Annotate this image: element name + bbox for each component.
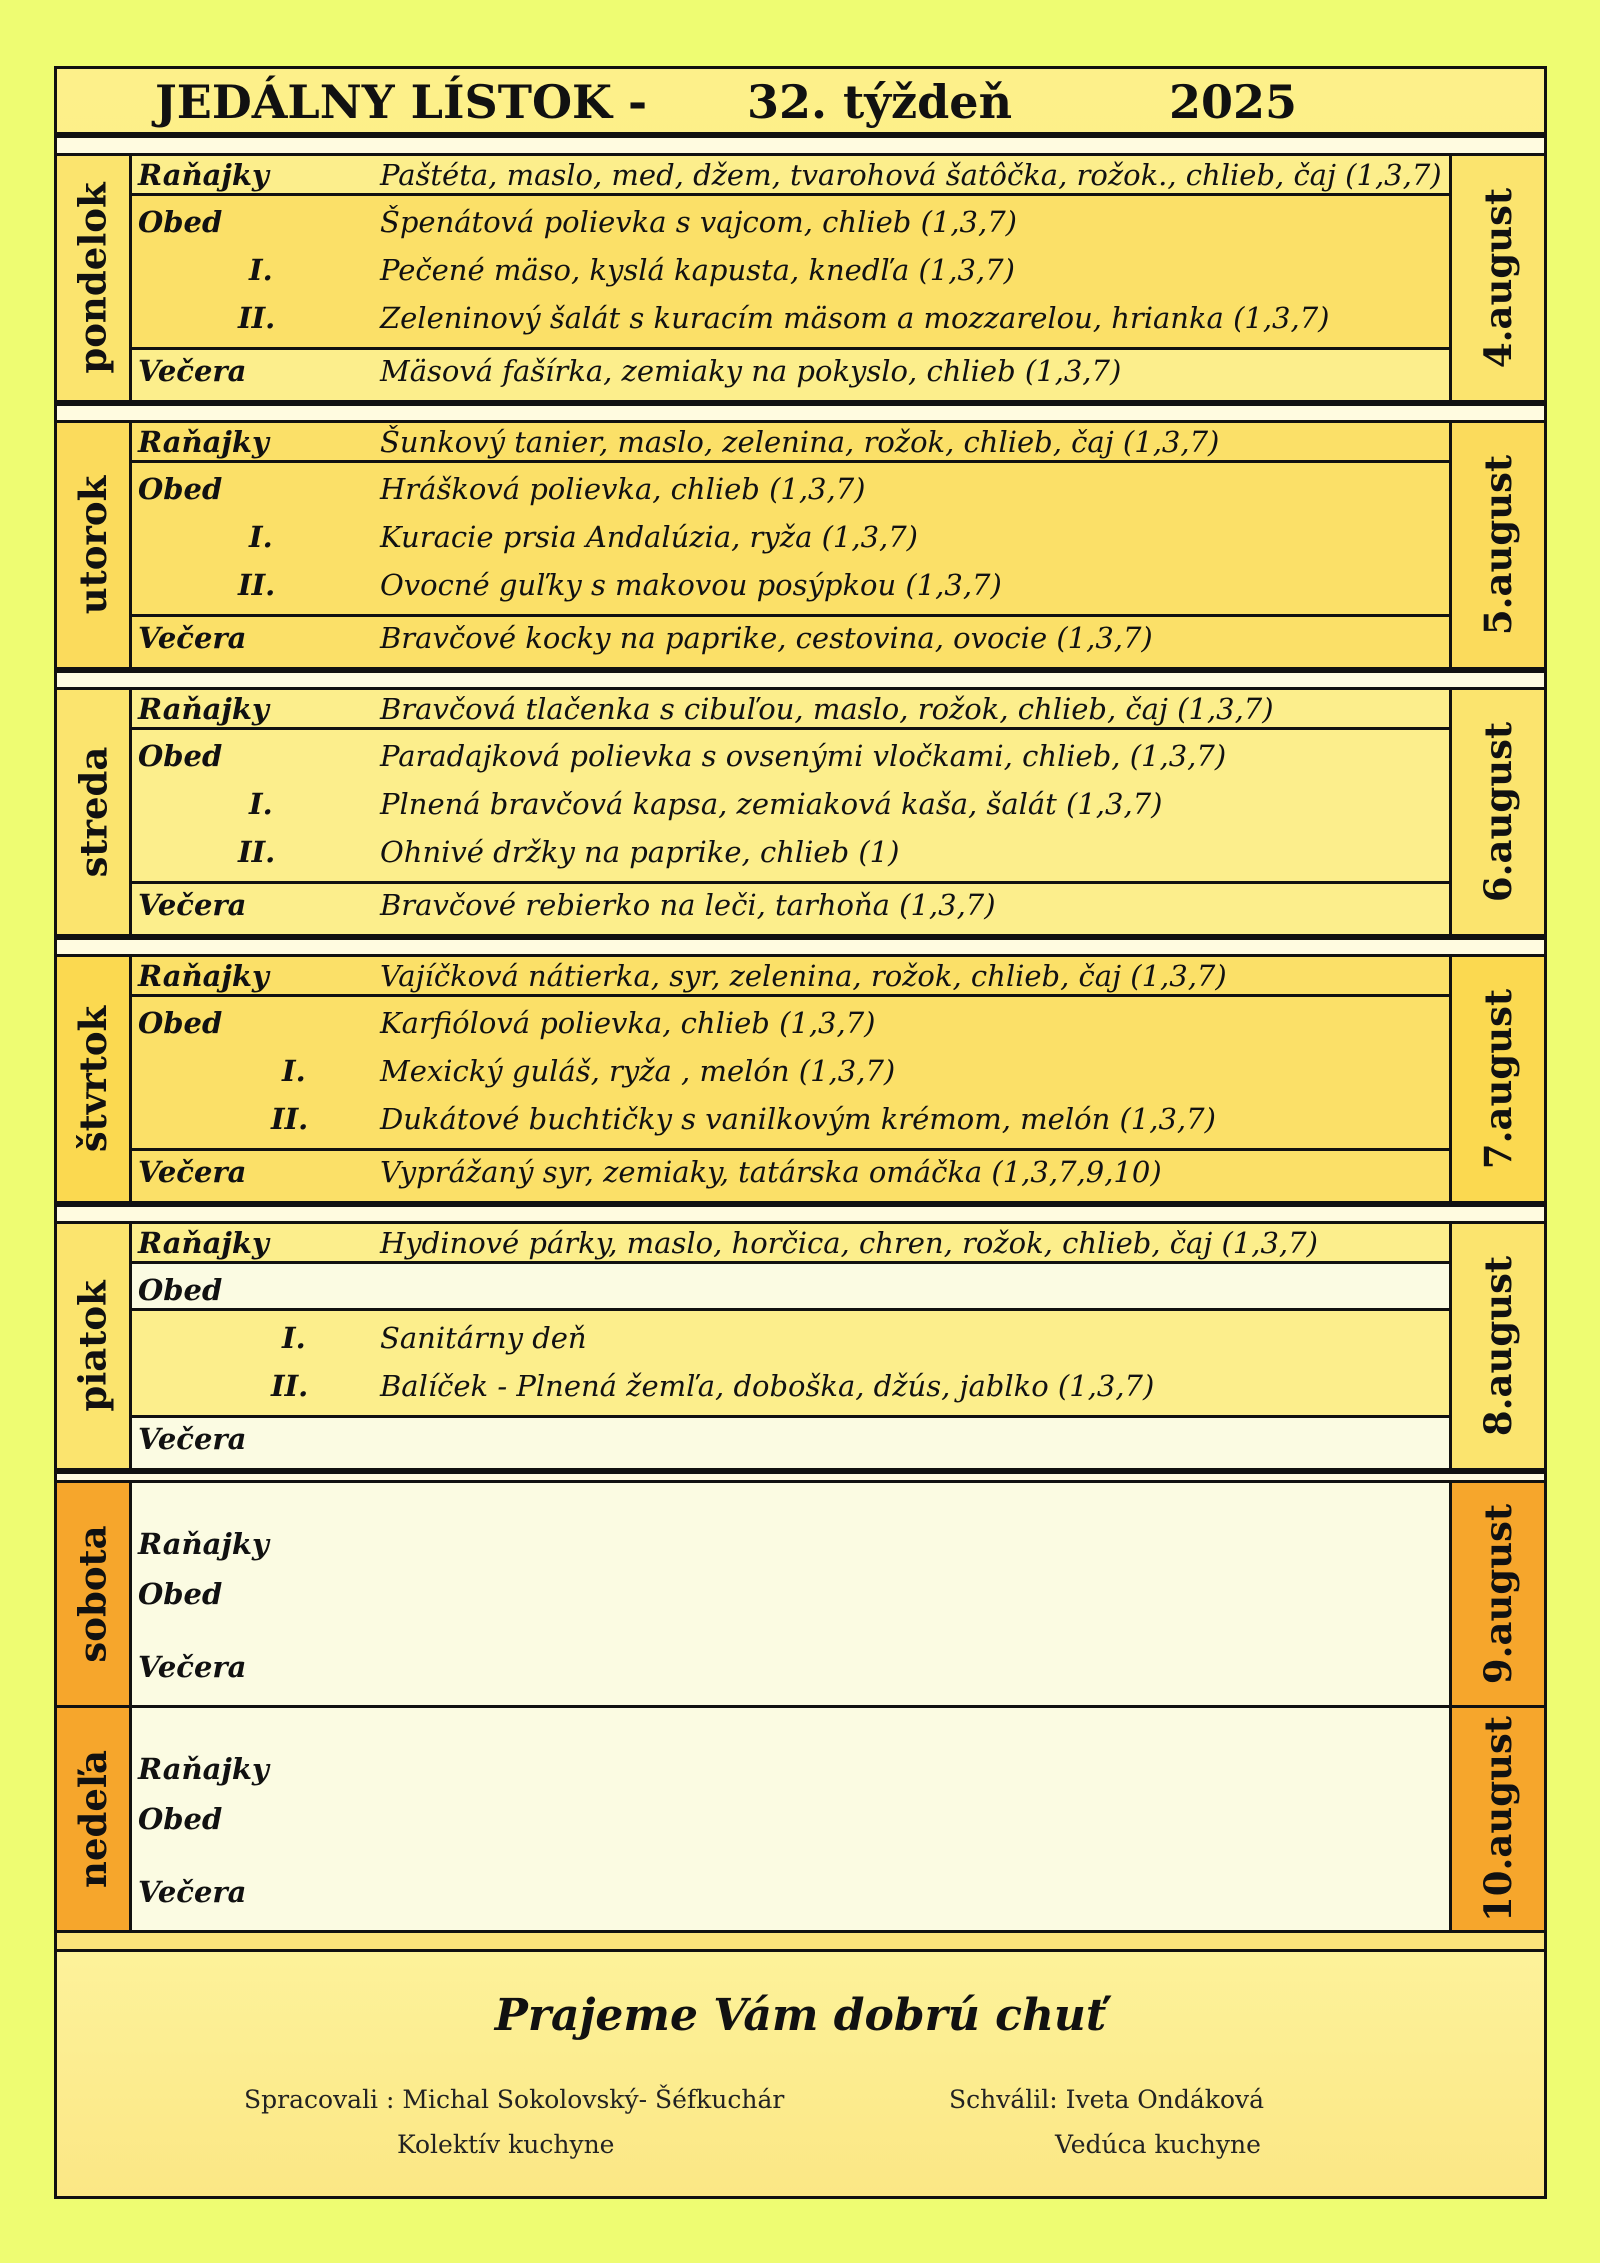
year: 2025 <box>1169 75 1298 129</box>
day-block-sunday: nedeľa Raňajky Obed Večera 10.august <box>57 1705 1544 1933</box>
date-tab: 4.august <box>1449 156 1544 400</box>
date-tab: 10.august <box>1449 1708 1544 1930</box>
menu-header <box>57 69 1544 135</box>
prepared-by: Spracovali : Michal Sokolovský- Šéfkuchár <box>244 2085 785 2114</box>
day-name-tab: sobota <box>57 1483 132 1705</box>
date-tab: 8.august <box>1449 1224 1544 1468</box>
day-block-wednesday: streda Raňajky Bravčová tlačenka s cibuľou, maslo, rožok, chlieb, čaj (1,3,7) Obed Paradajková polievka s ovsenými vločkami, chlieb, (1,3,7) I. Plnená bravčová kapsa, zemiaková kaša, šalát (1,3,7) II. Ohnivé držky na paprike, chlieb (1) Večera Bravčové rebierko na leči, tarhoňa (1,3,7) 6.august <box>57 687 1544 937</box>
week-number: 32. týždeň <box>747 75 1013 129</box>
date-tab: 7.august <box>1449 957 1544 1201</box>
greeting: Prajeme Vám dobrú chuť <box>494 1990 1107 2041</box>
day-block-thursday: štvrtok Raňajky Vajíčková nátierka, syr, zelenina, rožok, chlieb, čaj (1,3,7) Obed Karfiólová polievka, chlieb (1,3,7) I. Mexický guláš, ryža , melón (1,3,7) II. Dukátové buchtičky s vanilkovým krémom, melón (1,3,7) Večera Vyprážaný syr, zemiaky, tatárska omáčka (1,3,7,9,10) 7.august <box>57 954 1544 1204</box>
menu-sheet <box>54 66 1547 2199</box>
day-name-tab: streda <box>57 690 132 934</box>
prepared-team: Kolektív kuchyne <box>397 2130 615 2159</box>
day-block-monday: pondelok Raňajky Paštéta, maslo, med, džem, tvarohová šatôčka, rožok., chlieb, čaj (1,3,7) Obed Špenátová polievka s vajcom, chlieb (1,3,7) I. Pečené mäso, kyslá kapusta, knedľa (1,3,7) II. Zeleninový šalát s kuracím mäsom a mozzarelou, hrianka (1,3,7) Večera Mäsová fašírka, zemiaky na pokyslo, chlieb (1,3,7) 4.august <box>57 153 1544 403</box>
approved-role: Vedúca kuchyne <box>1055 2130 1261 2159</box>
approved-by: Schválil: Iveta Ondáková <box>949 2085 1265 2114</box>
day-block-saturday: sobota Raňajky Obed Večera 9.august <box>57 1480 1544 1708</box>
date-tab: 6.august <box>1449 690 1544 934</box>
day-name-tab: nedeľa <box>57 1708 132 1930</box>
day-name-tab: piatok <box>57 1224 132 1468</box>
menu-footer <box>57 1949 1544 2196</box>
day-name-tab: štvrtok <box>57 957 132 1201</box>
day-block-friday: piatok Raňajky Hydinové párky, maslo, horčica, chren, rožok, chlieb, čaj (1,3,7) Obed I. Sanitárny deň II. Balíček - Plnená žemľa, doboška, džús, jablko (1,3,7) Večera 8.august <box>57 1221 1544 1471</box>
menu-title: JEDÁLNY LÍSTOK - <box>155 75 648 129</box>
day-name-tab: pondelok <box>57 156 132 400</box>
day-block-tuesday: utorok Raňajky Šunkový tanier, maslo, zelenina, rožok, chlieb, čaj (1,3,7) Obed Hrášková polievka, chlieb (1,3,7) I. Kuracie prsia Andalúzia, ryža (1,3,7) II. Ovocné guľky s makovou posýpkou (1,3,7) Večera Bravčové kocky na paprike, cestovina, ovocie (1,3,7) 5.august <box>57 420 1544 670</box>
date-tab: 5.august <box>1449 423 1544 667</box>
day-name-tab: utorok <box>57 423 132 667</box>
date-tab: 9.august <box>1449 1483 1544 1705</box>
